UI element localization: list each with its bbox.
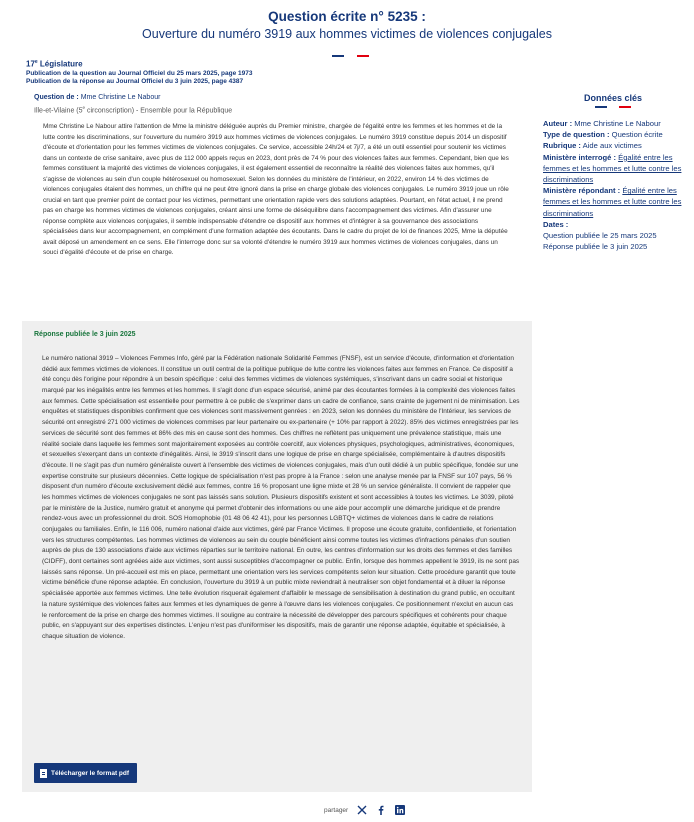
answer-date-label: Réponse publiée le 3 juin 2025 (34, 331, 136, 338)
question-author: Question de : Mme Christine Le Nabour (34, 94, 161, 101)
constituency: Ille-et-Vilaine (5e circonscription) - Ensemble pour la République (34, 105, 233, 115)
legislature: 17e Législature (26, 59, 83, 69)
sidebar-date-answer: Réponse publiée le 3 juin 2025 (543, 242, 648, 252)
page-title: Ouverture du numéro 3919 aux hommes victimes de violences conjugales (142, 27, 552, 41)
linkedin-icon[interactable] (395, 805, 405, 815)
pub-question-line[interactable]: Publication de la question au Journal Officiel du 25 mars 2025, page 1973 (26, 69, 253, 77)
question-section (34, 93, 519, 259)
document-icon (40, 769, 47, 778)
tricolor-divider (332, 55, 369, 57)
share-bar (324, 805, 405, 815)
sidebar-title: Données clés (583, 93, 643, 103)
sidebar-date-question: Question publiée le 25 mars 2025 (543, 231, 657, 241)
key-data-sidebar (543, 93, 683, 252)
ministry-asked-link[interactable]: Égalité entre les femmes et les hommes et lutte contre les discriminations (543, 152, 682, 185)
question-text: Mme Christine Le Nabour attire l'attention de Mme la ministre déléguée auprès du Premier ministre, chargée de l'égalité entre les femmes et les hommes et de la lutte contre les discriminations, sur l'ouverture du numéro 3919 aux hommes victimes de violences conjugales. Le numéro 3919 constitue depuis 2014 un dispositif d'écoute et d'orientation pour les femmes victimes de violences conjugales. Ce service, accessible 24h/24 et 7j/7, a été un outil essentiel pour soutenir les victimes dans un contexte de crise sanitaire, avec plus de 112 000 appels reçus en 2023, dont près de 74 % pour des violences faites aux femmes. Cependant, bien que les femmes constituent la majorité des victimes de violences conjugales, il est également essentiel de reconnaître la réalité des violences faites aux hommes, qu'il s'agisse de violences au sein d'un couple hétérosexuel ou homosexuel. Selon les données du ministère de l'intérieur, en 2022, environ 14 % des victimes de violences conjugales étaient des hommes, un chiffre qui ne peut être ignoré dans la prise en charge globale des violences conjugales. Le numéro 3919 joue un rôle crucial en tant que premier point de contact pour les victimes, permettant une orientation rapide vers des solutions adaptées. Pourtant, en l'état actuel, il ne prend pas en charge les hommes victimes de violences conjugales, créant ainsi une forme de déséquilibre dans l'accompagnement des victimes. Afin d'assurer une réponse complète aux violences conjugales, il semble indispensable d'étendre ce dispositif aux hommes et d'intégrer à sa gouvernance des associations spécialisées dans leur accompagnement, en complément d'une formation adaptée des écoutants. Dans le cadre du projet de loi de finances 2025, Mme la députée avait déposé un amendement en ce sens. Elle l'interroge donc sur sa volonté d'étendre le numéro 3919 aux hommes victimes de violences conjugales, dans un souci d'égalité d'écoute et de prise en charge. (43, 123, 509, 257)
sidebar-tricolor (595, 106, 631, 108)
share-label: partager (324, 806, 349, 814)
question-number: Question écrite n° 5235 : (268, 9, 426, 24)
sidebar-ministry-asked: Ministère interrogé : Égalité entre les femmes et les hommes et lutte contre les discriminations (543, 152, 682, 185)
answer-section (22, 321, 532, 792)
sidebar-author: Auteur : Mme Christine Le Nabour (543, 119, 661, 128)
sidebar-rubrique: Rubrique : Aide aux victimes (543, 141, 642, 151)
publication-meta (26, 57, 326, 87)
answer-text: Le numéro national 3919 – Violences Femmes Info, géré par la Fédération nationale Solidarité Femmes (FNSF), est un service d'écoute, d'information et d'orientation dédié aux femmes victimes de violences. Il constitue un outil central de la politique publique de lutte contre les violences faites aux femmes en France. Ce dispositif a été conçu dès l'origine pour répondre à un besoin spécifique : celui des femmes victimes de violences systémiques, s'inscrivant dans un cadre social et historique marqué par les inégalités entre les femmes et les hommes. Il s'agit donc d'un espace sécurisé, animé par des écoutantes formées à la complexité des violences faites aux femmes. Cette spécialisation est essentielle pour permettre à ce public de s'exprimer dans un cadre de confiance, sans crainte de jugement ni de minimisation. Les enquêtes et statistiques disponibles confirment que ces violences sont massivement genrées : en 2023, selon les données du ministère de l'Intérieur, les services de sécurité ont enregistré 271 000 victimes de violences commises par leur partenaire ou ex-partenaire (+ 10% par rapport à 2022). 85% des victimes enregistrées par les services de sécurité sont des femmes et 86% des mis en cause sont des hommes. Ces chiffres ne reflètent pas uniquement une prévalence statistique, mais une réalité sociale dans laquelle les femmes sont majoritairement exposées au contrôle coercitif, aux violences physiques, psychologiques, administratives, économiques, et sexuelles s'exerçant dans un contexte d'inégalités. Ainsi, le 3919 s'inscrit dans une logique de prise en charge spécialisée, complémentaire à d'autres dispositifs d'écoute. Il ne s'agit pas d'un numéro généraliste ouvert à l'ensemble des victimes de violences conjugales, mais d'un outil dédié à un public spécifique, fondée sur une expertise construite sur plusieurs décennies. Cette logique de spécialisation n'est pas propre à la France : selon une analyse menée par la FNSF sur 107 pays, 56 % disposent d'un numéro d'écoute exclusivement dédié aux femmes, contre 16 % proposant une ligne mixte et 28 % un service généraliste. Il convient de rappeler que les hommes victimes de violences conjugales ne sont pas laissés sans solution. Plusieurs dispositifs existent et sont accessibles à toutes les victimes. Le 3039, piloté par le ministère de la Justice, numéro gratuit et anonyme qui permet d'obtenir des informations ou une aide pour accomplir une démarche juridique et de prendre rendez-vous avec un professionnel du droit. SOS Homophobie (01 48 06 42 41), pour les personnes LGBTQ+ victimes de violences dans le cadre de relations conjugales ou familiales. Enfin, le 116 006, numéro national d'aide aux victimes, géré par France Victimes. Il propose une écoute gratuite, confidentielle, et l'orientation vers les structures compétentes. Les hommes victimes de violences au sein du couple bénéficient ainsi comme toutes les victimes d'infractions pénales d'un soutien auprès de plus de 130 associations d'aide aux victimes réparties sur le territoire national. En outre, les centres d'information sur les droits des femmes et des familles (CIDFF), dont certaines sont agréées aide aux victimes, sont aussi susceptibles d'accompagner ce public. Enfin, lorsque des hommes appellent le 3919, ils ne sont pas laissés sans réponse. Un pré-accueil est mis en place, permettant une orientation vers les services compétents selon leur situation. Cette procédure garantit que toute victime bénéficie d'une réponse adaptée. En conclusion, l'ouverture du 3919 à un public mixte reviendrait à neutraliser son objet fondamental et à diluer la réponse spécialisée apportée aux femmes victimes. Une telle évolution risquerait également d'affaiblir le message de sensibilisation à destination du grand public, en occultant la nature systémique des violences faites aux femmes et les dynamiques de genre à l'œuvre dans les violences conjugales. Ce positionnement n'exclut en aucun cas le renforcement de la prise en charge des hommes victimes. Il souligne au contraire la nécessité de développer des parcours spécifiques et cohérents pour chaque public, en s'appuyant sur des expertises distinctes. L'enjeu n'est pas d'uniformiser les dispositifs, mais de garantir une réponse adaptée, équitable et spécialisée, à chaque situation de violence. (42, 355, 520, 640)
sidebar-dates: Dates : (543, 219, 569, 229)
pub-answer-line[interactable]: Publication de la réponse au Journal Officiel du 3 juin 2025, page 4387 (26, 78, 244, 86)
author-link[interactable]: Mme Christine Le Nabour (80, 94, 161, 101)
sidebar-author-link[interactable]: Mme Christine Le Nabour (574, 119, 661, 128)
sidebar-ministry-answering: Ministère répondant : Égalité entre les femmes et les hommes et lutte contre les discriminations (543, 186, 682, 218)
facebook-icon[interactable] (376, 805, 386, 815)
x-icon[interactable] (357, 805, 367, 815)
ministry-answering-link[interactable]: Égalité entre les femmes et les hommes et lutte contre les discriminations (543, 186, 682, 218)
page-header (0, 9, 694, 42)
sidebar-type: Type de question : Question écrite (543, 130, 663, 140)
download-pdf-button[interactable] (34, 763, 137, 783)
download-pdf-label: Télécharger le format pdf (51, 769, 130, 777)
